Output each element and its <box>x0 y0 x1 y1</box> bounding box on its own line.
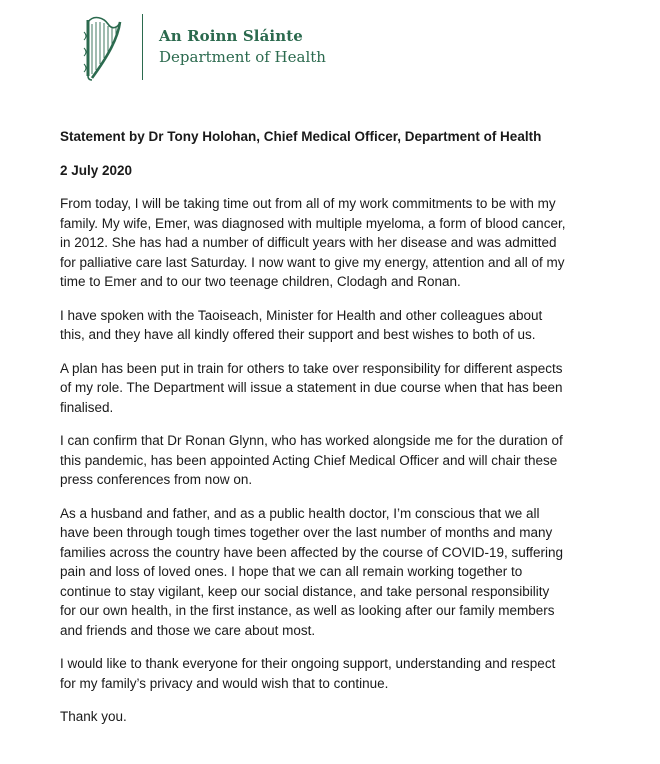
paragraph-line: and friends and those we care about most. <box>60 622 316 638</box>
statement-paragraph <box>60 359 640 418</box>
paragraph-line: have been through tough times together over the last number of months and many <box>60 525 553 540</box>
paragraph-line: family. My wife, Emer, was diagnosed with multiple myeloma, a form of blood cancer, <box>60 215 566 231</box>
department-name-english: Department of Health <box>159 48 326 66</box>
paragraph-line: As a husband and father, and as a public health doctor, I’m conscious that we all <box>60 505 540 521</box>
paragraph-line: this, and they have all kindly offered their support and best wishes to both of us. <box>60 327 536 342</box>
paragraph-line: I have spoken with the Taoiseach, Minister for Health and other colleagues about <box>60 307 543 323</box>
paragraph-line: I can confirm that Dr Ronan Glynn, who has worked alongside me for the duration of <box>60 433 563 448</box>
paragraph-line: finalised. <box>60 399 114 415</box>
statement-paragraph <box>60 194 640 292</box>
paragraph-line: A plan has been put in train for others to take over responsibility for different aspects <box>60 360 563 376</box>
paragraph-line: for our own health, in the first instance, as well as looking after our family members <box>60 603 555 618</box>
statement-paragraph <box>60 306 640 345</box>
statement-paragraph <box>60 654 640 693</box>
statement-paragraph <box>60 707 640 727</box>
statement-date: 2 July 2020 <box>60 162 133 178</box>
paragraph-line: pain and loss of loved ones. I hope that we can all remain working together to <box>60 564 523 579</box>
paragraph-line: press conferences from now on. <box>60 472 253 487</box>
department-name-irish: An Roinn Sláinte <box>159 27 303 45</box>
statement-paragraphs <box>60 194 640 727</box>
statement-paragraph <box>60 504 640 641</box>
paragraph-line: time to Emer and to our two teenage children, Clodagh and Ronan. <box>60 274 461 289</box>
harp-icon <box>82 12 124 82</box>
paragraph-line: for palliative care last Saturday. I now want to give my energy, attention and all of my <box>60 254 565 270</box>
paragraph-line: of my role. The Department will issue a statement in due course when that has been <box>60 380 563 395</box>
paragraph-line: this pandemic, has been appointed Acting Chief Medical Officer and will chair these <box>60 452 558 468</box>
paragraph-line: for my family’s privacy and would wish that to continue. <box>60 675 389 691</box>
letterhead-divider <box>142 14 143 80</box>
statement-title: Statement by Dr Tony Holohan, Chief Medical Officer, Department of Health <box>60 129 542 144</box>
department-name-block <box>159 26 326 68</box>
paragraph-line: continue to stay vigilant, keep our social distance, and take personal responsibility <box>60 583 550 599</box>
statement-paragraph <box>60 431 640 490</box>
paragraph-line: in 2012. She has had a number of difficult years with her disease and was admitted <box>60 235 557 250</box>
statement-body <box>60 127 640 741</box>
letterhead <box>82 12 326 82</box>
paragraph-line: Thank you. <box>60 709 127 724</box>
paragraph-line: I would like to thank everyone for their ongoing support, understanding and respect <box>60 656 556 671</box>
paragraph-line: From today, I will be taking time out from all of my work commitments to be with my <box>60 196 556 211</box>
paragraph-line: families across the country have been affected by the course of COVID-19, suffering <box>60 544 564 560</box>
